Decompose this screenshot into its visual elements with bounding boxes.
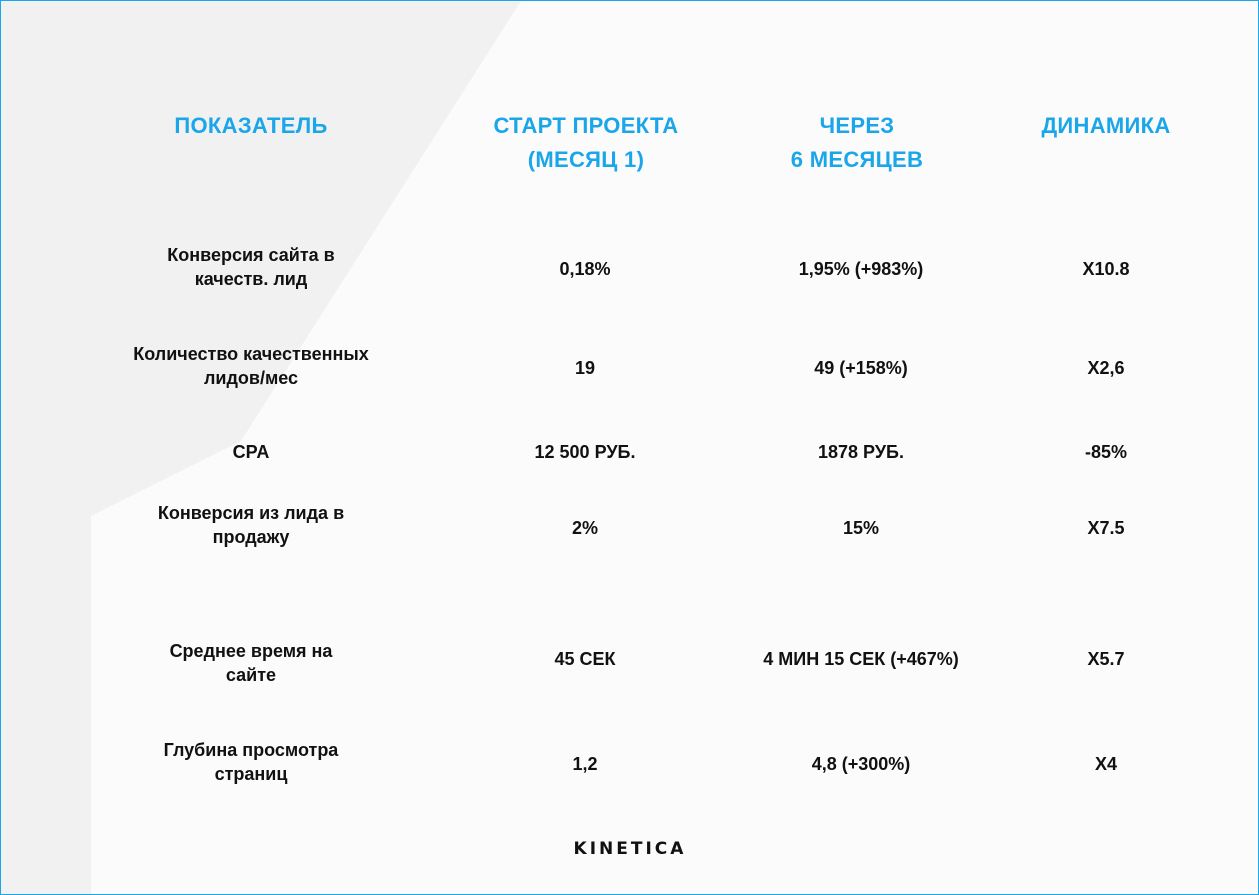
row-label: Количество качественных лидов/мес (133, 344, 369, 388)
row-label: Конверсия сайта в качеств. лид (167, 245, 335, 289)
row-label: Конверсия из лида в продажу (157, 503, 345, 547)
row-start-value: 0,18% (559, 259, 611, 279)
header-start-line1: СТАРТ ПРОЕКТА (493, 113, 679, 138)
header-start-line2: (МЕСЯЦ 1) (527, 147, 645, 172)
row-label: CPA (232, 442, 270, 462)
header-dynamics (986, 109, 1226, 143)
row-dynamics-value: X2,6 (1087, 358, 1125, 378)
row-start-value: 2% (571, 518, 598, 538)
row-dynamics-value: X4 (1094, 754, 1118, 774)
row-after-value: 49 (+158%) (814, 358, 908, 378)
row-dynamics-value: X5.7 (1087, 649, 1125, 669)
header-dynamics-label: ДИНАМИКА (1041, 113, 1171, 138)
row-after-value: 4,8 (+300%) (811, 754, 911, 774)
header-after-line2: 6 МЕСЯЦЕВ (790, 147, 924, 172)
header-after-line1: ЧЕРЕЗ (819, 113, 895, 138)
row-label: Глубина просмотра страниц (163, 740, 339, 784)
row-after-value: 1,95% (+983%) (798, 259, 924, 279)
header-indicator-label: ПОКАЗАТЕЛЬ (174, 113, 328, 138)
row-start-value: 12 500 РУБ. (534, 442, 636, 462)
row-start-value: 1,2 (572, 754, 598, 774)
row-dynamics-value: -85% (1084, 442, 1128, 462)
header-start (446, 109, 726, 177)
row-dynamics-value: X7.5 (1087, 518, 1125, 538)
row-start-value: 45 СЕК (554, 649, 616, 669)
row-after-value: 4 МИН 15 СЕК (+467%) (763, 649, 959, 669)
kinetica-logo: KINETICA (573, 839, 687, 859)
header-after (717, 109, 997, 177)
row-label: Среднее время на сайте (169, 641, 333, 685)
row-start-value: 19 (574, 358, 596, 378)
row-dynamics-value: X10.8 (1082, 259, 1130, 279)
row-after-value: 15% (842, 518, 880, 538)
row-after-value: 1878 РУБ. (818, 442, 904, 462)
header-indicator (111, 109, 391, 143)
